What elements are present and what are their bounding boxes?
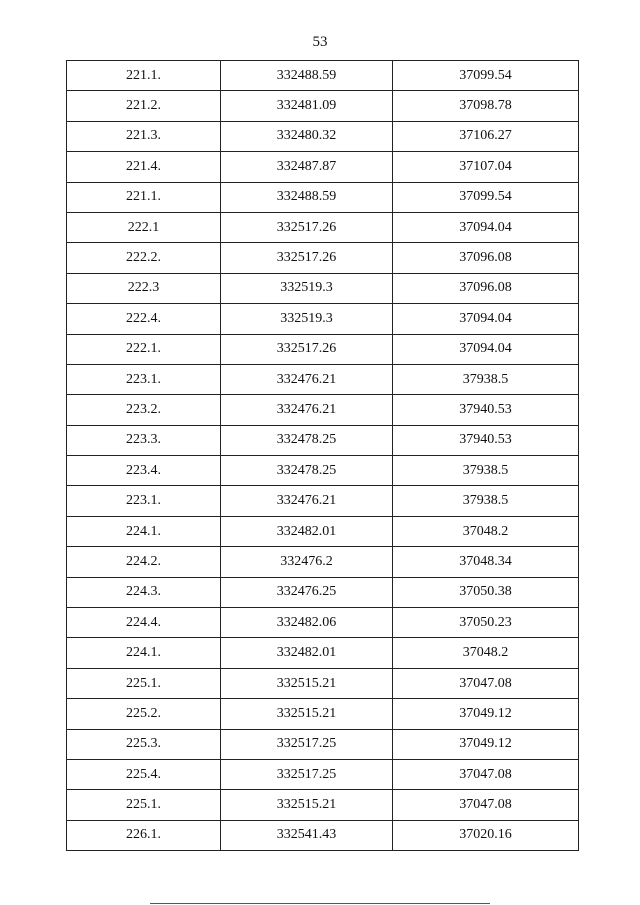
- point-number-cell: 223.3.: [67, 425, 221, 455]
- y-coordinate-cell: 37098.78: [393, 91, 579, 121]
- coordinates-table-body: [67, 61, 579, 851]
- point-number-cell: 223.1.: [67, 364, 221, 394]
- x-coordinate-cell: 332488.59: [221, 61, 393, 91]
- y-coordinate-cell: 37096.08: [393, 243, 579, 273]
- y-coordinate-cell: 37940.53: [393, 425, 579, 455]
- table-row: [67, 456, 579, 486]
- x-coordinate-cell: 332487.87: [221, 152, 393, 182]
- table-row: [67, 91, 579, 121]
- point-number-cell: 225.1.: [67, 790, 221, 820]
- point-number-cell: 222.2.: [67, 243, 221, 273]
- point-number-cell: 223.4.: [67, 456, 221, 486]
- point-number-cell: 225.1.: [67, 668, 221, 698]
- y-coordinate-cell: 37048.2: [393, 516, 579, 546]
- x-coordinate-cell: 332476.21: [221, 395, 393, 425]
- y-coordinate-cell: 37099.54: [393, 61, 579, 91]
- table-row: [67, 152, 579, 182]
- y-coordinate-cell: 37020.16: [393, 820, 579, 850]
- table-row: [67, 486, 579, 516]
- point-number-cell: 224.1.: [67, 638, 221, 668]
- table-row: [67, 547, 579, 577]
- table-row: [67, 121, 579, 151]
- table-row: [67, 243, 579, 273]
- y-coordinate-cell: 37047.08: [393, 790, 579, 820]
- point-number-cell: 226.1.: [67, 820, 221, 850]
- x-coordinate-cell: 332478.25: [221, 456, 393, 486]
- point-number-cell: 224.3.: [67, 577, 221, 607]
- y-coordinate-cell: 37050.38: [393, 577, 579, 607]
- point-number-cell: 223.2.: [67, 395, 221, 425]
- x-coordinate-cell: 332482.01: [221, 638, 393, 668]
- x-coordinate-cell: 332515.21: [221, 668, 393, 698]
- y-coordinate-cell: 37094.04: [393, 334, 579, 364]
- table-row: [67, 364, 579, 394]
- y-coordinate-cell: 37049.12: [393, 699, 579, 729]
- y-coordinate-cell: 37047.08: [393, 759, 579, 789]
- table-row: [67, 182, 579, 212]
- x-coordinate-cell: 332517.26: [221, 334, 393, 364]
- point-number-cell: 225.2.: [67, 699, 221, 729]
- x-coordinate-cell: 332519.3: [221, 304, 393, 334]
- point-number-cell: 224.2.: [67, 547, 221, 577]
- y-coordinate-cell: 37107.04: [393, 152, 579, 182]
- point-number-cell: 221.1.: [67, 61, 221, 91]
- x-coordinate-cell: 332476.21: [221, 364, 393, 394]
- table-row: [67, 61, 579, 91]
- table-row: [67, 790, 579, 820]
- y-coordinate-cell: 37094.04: [393, 212, 579, 242]
- table-row: [67, 273, 579, 303]
- y-coordinate-cell: 37048.2: [393, 638, 579, 668]
- x-coordinate-cell: 332478.25: [221, 425, 393, 455]
- table-row: [67, 516, 579, 546]
- x-coordinate-cell: 332482.06: [221, 608, 393, 638]
- table-row: [67, 608, 579, 638]
- y-coordinate-cell: 37047.08: [393, 668, 579, 698]
- page-bottom-rule: [150, 903, 490, 904]
- x-coordinate-cell: 332476.2: [221, 547, 393, 577]
- x-coordinate-cell: 332541.43: [221, 820, 393, 850]
- y-coordinate-cell: 37938.5: [393, 456, 579, 486]
- y-coordinate-cell: 37106.27: [393, 121, 579, 151]
- y-coordinate-cell: 37938.5: [393, 486, 579, 516]
- point-number-cell: 225.4.: [67, 759, 221, 789]
- point-number-cell: 225.3.: [67, 729, 221, 759]
- point-number-cell: 221.2.: [67, 91, 221, 121]
- x-coordinate-cell: 332515.21: [221, 699, 393, 729]
- x-coordinate-cell: 332517.26: [221, 243, 393, 273]
- x-coordinate-cell: 332480.32: [221, 121, 393, 151]
- table-row: [67, 668, 579, 698]
- table-row: [67, 729, 579, 759]
- x-coordinate-cell: 332481.09: [221, 91, 393, 121]
- y-coordinate-cell: 37099.54: [393, 182, 579, 212]
- x-coordinate-cell: 332482.01: [221, 516, 393, 546]
- x-coordinate-cell: 332517.26: [221, 212, 393, 242]
- table-row: [67, 334, 579, 364]
- y-coordinate-cell: 37938.5: [393, 364, 579, 394]
- point-number-cell: 221.3.: [67, 121, 221, 151]
- y-coordinate-cell: 37049.12: [393, 729, 579, 759]
- point-number-cell: 221.1.: [67, 182, 221, 212]
- point-number-cell: 223.1.: [67, 486, 221, 516]
- y-coordinate-cell: 37050.23: [393, 608, 579, 638]
- x-coordinate-cell: 332515.21: [221, 790, 393, 820]
- y-coordinate-cell: 37048.34: [393, 547, 579, 577]
- table-row: [67, 577, 579, 607]
- table-row: [67, 699, 579, 729]
- x-coordinate-cell: 332517.25: [221, 729, 393, 759]
- table-row: [67, 395, 579, 425]
- point-number-cell: 224.4.: [67, 608, 221, 638]
- y-coordinate-cell: 37940.53: [393, 395, 579, 425]
- page-number: 53: [312, 34, 328, 50]
- coordinates-table: [66, 60, 579, 851]
- x-coordinate-cell: 332476.21: [221, 486, 393, 516]
- x-coordinate-cell: 332517.25: [221, 759, 393, 789]
- point-number-cell: 221.4.: [67, 152, 221, 182]
- point-number-cell: 224.1.: [67, 516, 221, 546]
- y-coordinate-cell: 37094.04: [393, 304, 579, 334]
- x-coordinate-cell: 332488.59: [221, 182, 393, 212]
- table-row: [67, 212, 579, 242]
- table-row: [67, 425, 579, 455]
- y-coordinate-cell: 37096.08: [393, 273, 579, 303]
- point-number-cell: 222.1.: [67, 334, 221, 364]
- point-number-cell: 222.1: [67, 212, 221, 242]
- point-number-cell: 222.3: [67, 273, 221, 303]
- table-row: [67, 820, 579, 850]
- table-row: [67, 638, 579, 668]
- x-coordinate-cell: 332519.3: [221, 273, 393, 303]
- table-row: [67, 759, 579, 789]
- x-coordinate-cell: 332476.25: [221, 577, 393, 607]
- table-row: [67, 304, 579, 334]
- point-number-cell: 222.4.: [67, 304, 221, 334]
